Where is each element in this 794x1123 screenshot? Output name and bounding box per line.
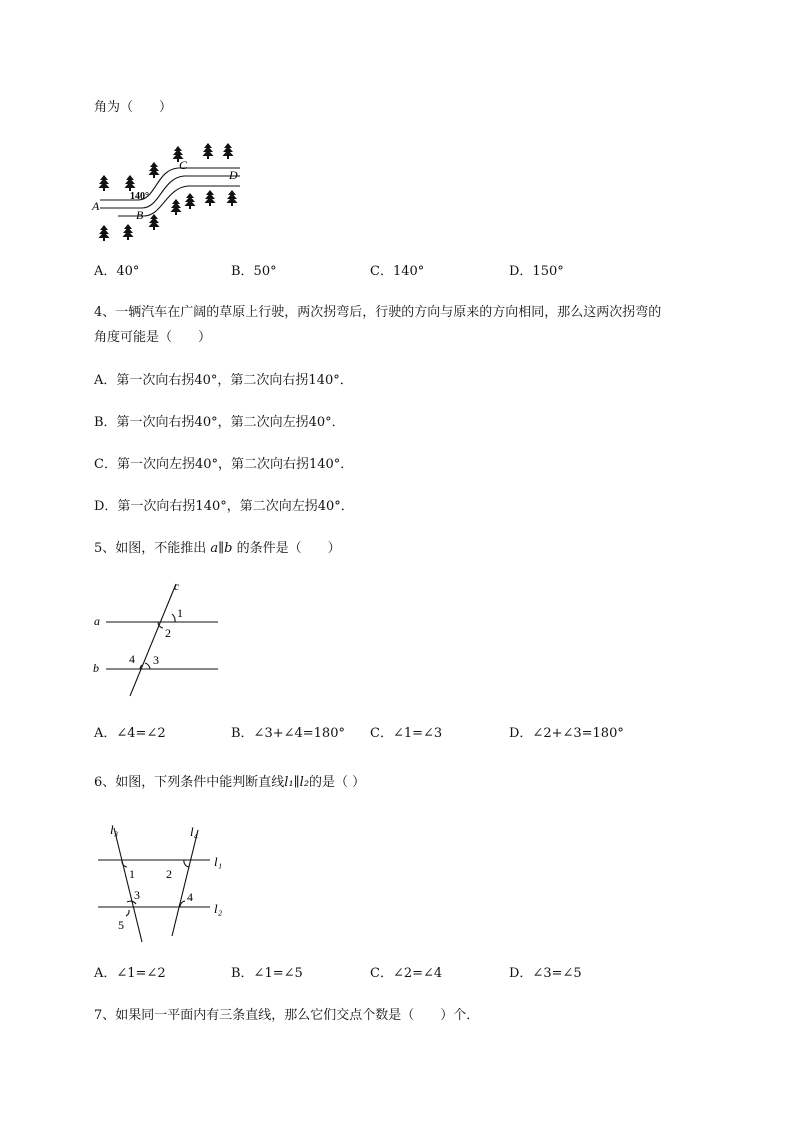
q4-option-a: A．第一次向右拐40°，第二次向右拐140°．: [94, 373, 353, 388]
q6-stem-post: 的是（ ）: [309, 775, 366, 790]
angle-5-arc: [126, 910, 129, 916]
label-angle-1: 1: [177, 606, 183, 620]
q3-option-d: D．150°: [509, 264, 564, 279]
tree-icon: [123, 224, 134, 237]
line-c: [130, 584, 176, 696]
q7-stem: 7、如果同一平面内有三条直线，那么它们交点个数是（ ）个．: [94, 1008, 480, 1023]
tree-icon: [99, 225, 110, 238]
label-a: a: [94, 614, 100, 628]
q6-stem-math: l₁∥l₂: [284, 775, 310, 790]
q5-option-a: A．∠4=∠2: [94, 726, 166, 741]
q4-option-b: B．第一次向右拐40°，第二次向左拐40°．: [94, 415, 345, 430]
label-angle-140: 140°: [130, 191, 149, 202]
label-C: C: [179, 158, 188, 172]
label-angle-4: 4: [187, 890, 193, 904]
q3-stem-end: 角为（ ）: [94, 100, 173, 115]
label-angle-5: 5: [118, 918, 124, 932]
label-l2: l₂: [214, 901, 223, 916]
q5-option-b: B．∠3+∠4=180°: [231, 726, 345, 741]
line-l4: [172, 830, 198, 936]
label-A: A: [92, 199, 100, 213]
q3-option-c: C．140°: [370, 264, 425, 279]
label-angle-2: 2: [166, 867, 172, 881]
tree-icon: [203, 143, 214, 156]
label-c: c: [174, 579, 180, 593]
label-B: B: [136, 208, 144, 222]
label-angle-3: 3: [134, 888, 140, 902]
label-l1: l₁: [214, 854, 223, 869]
q4-stem-line2: 角度可能是（ ）: [94, 330, 212, 345]
tree-icon: [171, 199, 182, 212]
q6-option-d: D．∠3=∠5: [509, 966, 582, 981]
q4-option-d: D．第一次向右拐140°，第二次向左拐40°．: [94, 499, 354, 514]
tree-icons: [99, 143, 238, 241]
q6-stem: [94, 775, 365, 791]
label-D: D: [229, 168, 238, 182]
tree-icon: [99, 175, 110, 188]
q5-option-c: C．∠1=∠3: [370, 726, 443, 741]
tree-icon: [149, 162, 160, 175]
q6-lines-figure: [94, 818, 244, 948]
label-angle-2: 2: [165, 626, 171, 640]
label-angle-1: 1: [129, 867, 135, 881]
tree-icon: [205, 190, 216, 203]
q5-stem-math: a∥b: [210, 541, 233, 556]
q5-parallel-lines-figure: [90, 576, 230, 700]
tree-icon: [227, 190, 238, 203]
label-angle-3: 3: [153, 653, 159, 667]
tree-icon: [125, 175, 136, 188]
q5-stem-pre: 5、如图，不能推出: [94, 541, 211, 556]
tree-icon: [185, 193, 196, 206]
q6-option-b: B．∠1=∠5: [231, 966, 303, 981]
road-lines: [100, 168, 240, 216]
q4-option-c: C．第一次向左拐40°，第二次向右拐140°．: [94, 457, 354, 472]
label-l3: l₃: [110, 822, 119, 837]
q5-option-d: D．∠2+∠3=180°: [509, 726, 624, 741]
angle-1-arc: [172, 614, 175, 622]
q6-option-a: A．∠1=∠2: [94, 966, 166, 981]
q6-stem-pre: 6、如图，下列条件中能判断直线: [94, 775, 285, 790]
q5-stem-post: 的条件是（ ）: [232, 541, 341, 556]
q3-road-figure: [90, 138, 250, 244]
label-angle-4: 4: [129, 652, 135, 666]
q4-stem-line1: 4、一辆汽车在广阔的草原上行驶，两次拐弯后，行驶的方向与原来的方向相同，那么这两次拐弯的: [94, 305, 662, 320]
q3-option-a: A．40°: [94, 264, 140, 279]
q6-option-c: C．∠2=∠4: [370, 966, 443, 981]
angle-3-arc: [145, 663, 150, 669]
label-b: b: [93, 661, 99, 675]
label-l4: l₄: [190, 824, 199, 839]
q5-stem: [94, 541, 341, 557]
angle-2-arc: [184, 860, 189, 867]
tree-icon: [223, 143, 234, 156]
q3-option-b: B．50°: [231, 264, 277, 279]
tree-icon: [149, 214, 160, 227]
